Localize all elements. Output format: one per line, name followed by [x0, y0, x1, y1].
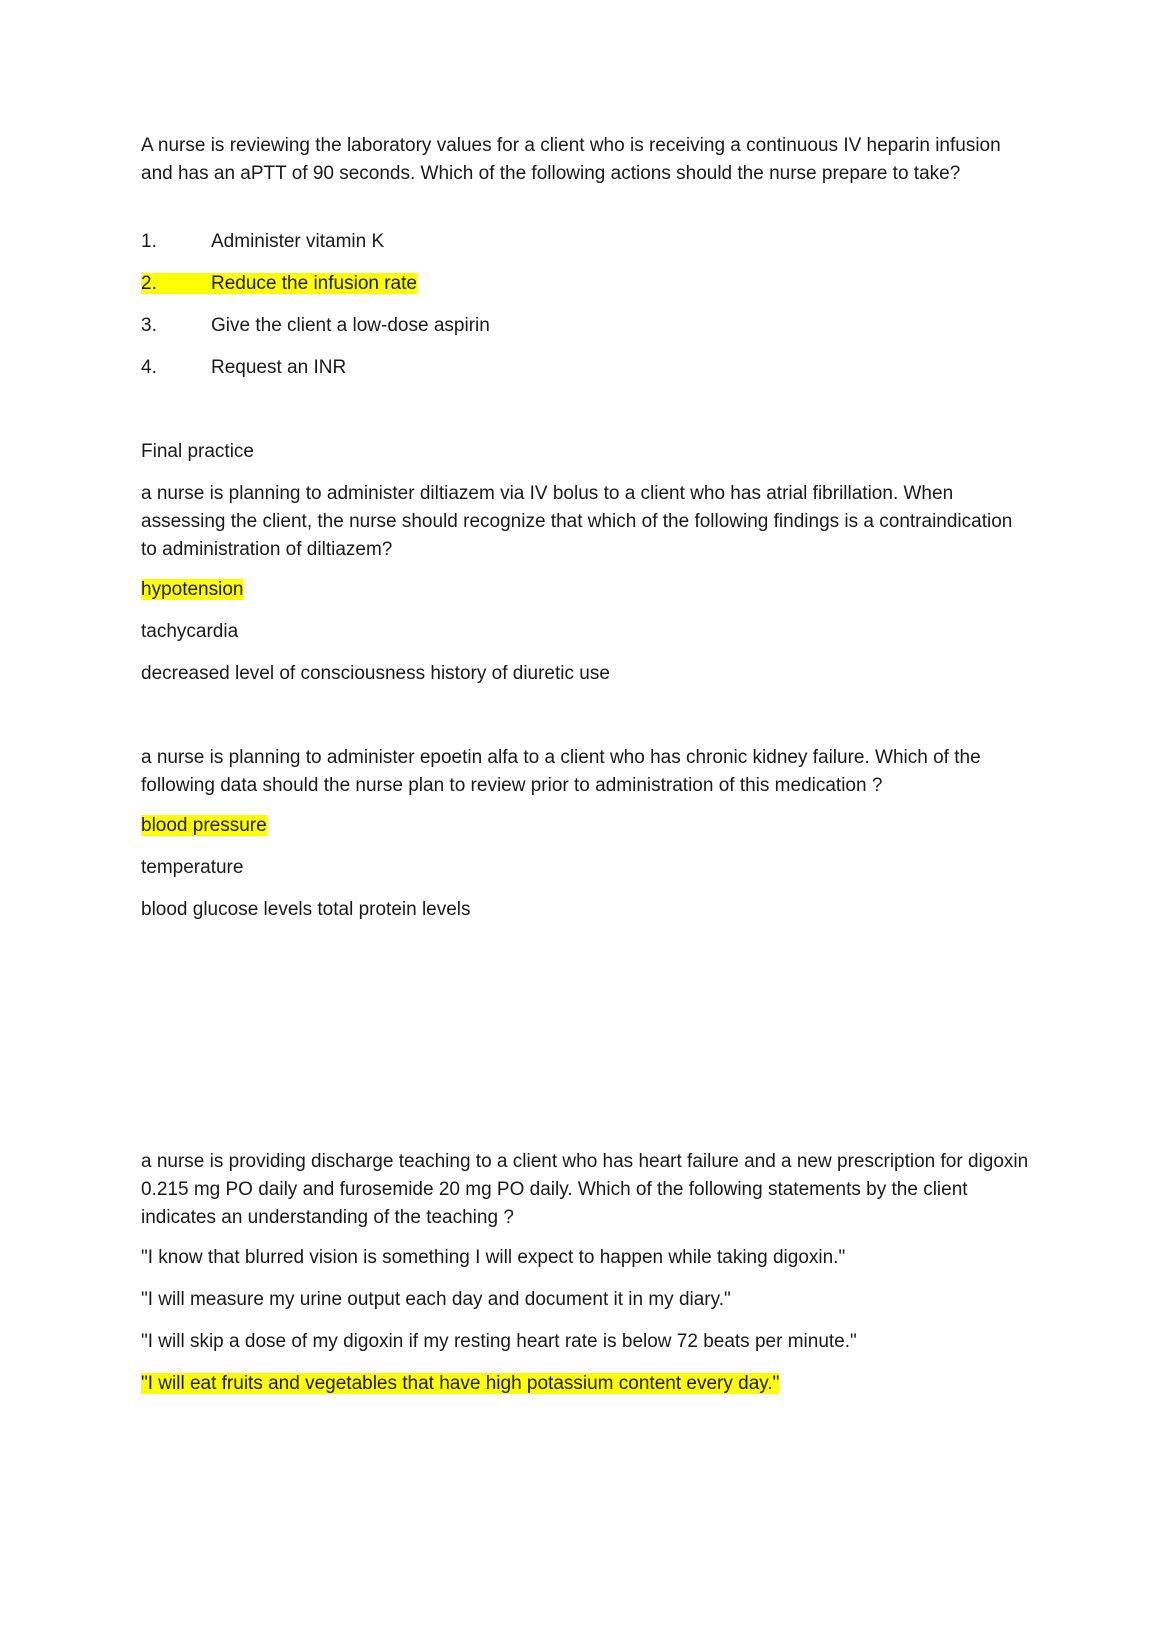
q3-stem: a nurse is planning to administer epoetin alfa to a client who has chronic kidney failure. Which of the following data should the nurse plan to review prior to administration of this medication ? [141, 747, 981, 796]
section-heading: Final practice [141, 441, 254, 462]
q1-option-3-text: Give the client a low-dose aspirin [211, 315, 490, 336]
q2-option-2: tachycardia [141, 621, 239, 642]
q1-option-3 [141, 312, 490, 340]
q1-option-3-num: 3. [141, 315, 157, 336]
q2-option-1 [141, 576, 1031, 604]
q4-option-4 [141, 1370, 1031, 1398]
q4-option-3: "I will skip a dose of my digoxin if my resting heart rate is below 72 beats per minute." [141, 1331, 857, 1352]
q1-option-1-num: 1. [141, 231, 157, 252]
q1-option-4-num: 4. [141, 357, 157, 378]
q4-stem: a nurse is providing discharge teaching to a client who has heart failure and a new prescription for digoxin 0.215 mg PO daily and furosemide 20 mg PO daily. Which of the following statements by the client indicates an understanding of the teaching ? [141, 1151, 1029, 1228]
q3-option-2: temperature [141, 857, 244, 878]
q3-option-3: blood glucose levels total protein levels [141, 899, 471, 920]
q1-option-2-num: 2. [141, 273, 157, 294]
q2-stem: a nurse is planning to administer diltiazem via IV bolus to a client who has atrial fibrillation. When assessing the client, the nurse should recognize that which of the following findings is a contraindication to administration of diltiazem? [141, 483, 1013, 560]
q1-option-4 [141, 354, 346, 382]
q1-option-1 [141, 228, 384, 256]
q4-option-1: "I know that blurred vision is something I will expect to happen while taking digoxin." [141, 1247, 846, 1268]
q2-option-1-text: hypotension [141, 579, 244, 600]
q1-option-1-text: Administer vitamin K [211, 231, 385, 252]
q1-option-4-text: Request an INR [211, 357, 347, 378]
q4-option-2: "I will measure my urine output each day and document it in my diary." [141, 1289, 731, 1310]
q1-option-2 [141, 270, 417, 298]
q3-option-1-text: blood pressure [141, 815, 267, 836]
q1-stem: A nurse is reviewing the laboratory values for a client who is receiving a continuous IV heparin infusion and has an aPTT of 90 seconds. Which of the following actions should the nurse prepare to take? [141, 135, 1001, 184]
q4-option-4-text: "I will eat fruits and vegetables that have high potassium content every day." [141, 1373, 780, 1394]
q3-option-1 [141, 812, 1031, 840]
q2-option-3: decreased level of consciousness history of diuretic use [141, 663, 610, 684]
q1-option-2-text: Reduce the infusion rate [211, 273, 417, 294]
